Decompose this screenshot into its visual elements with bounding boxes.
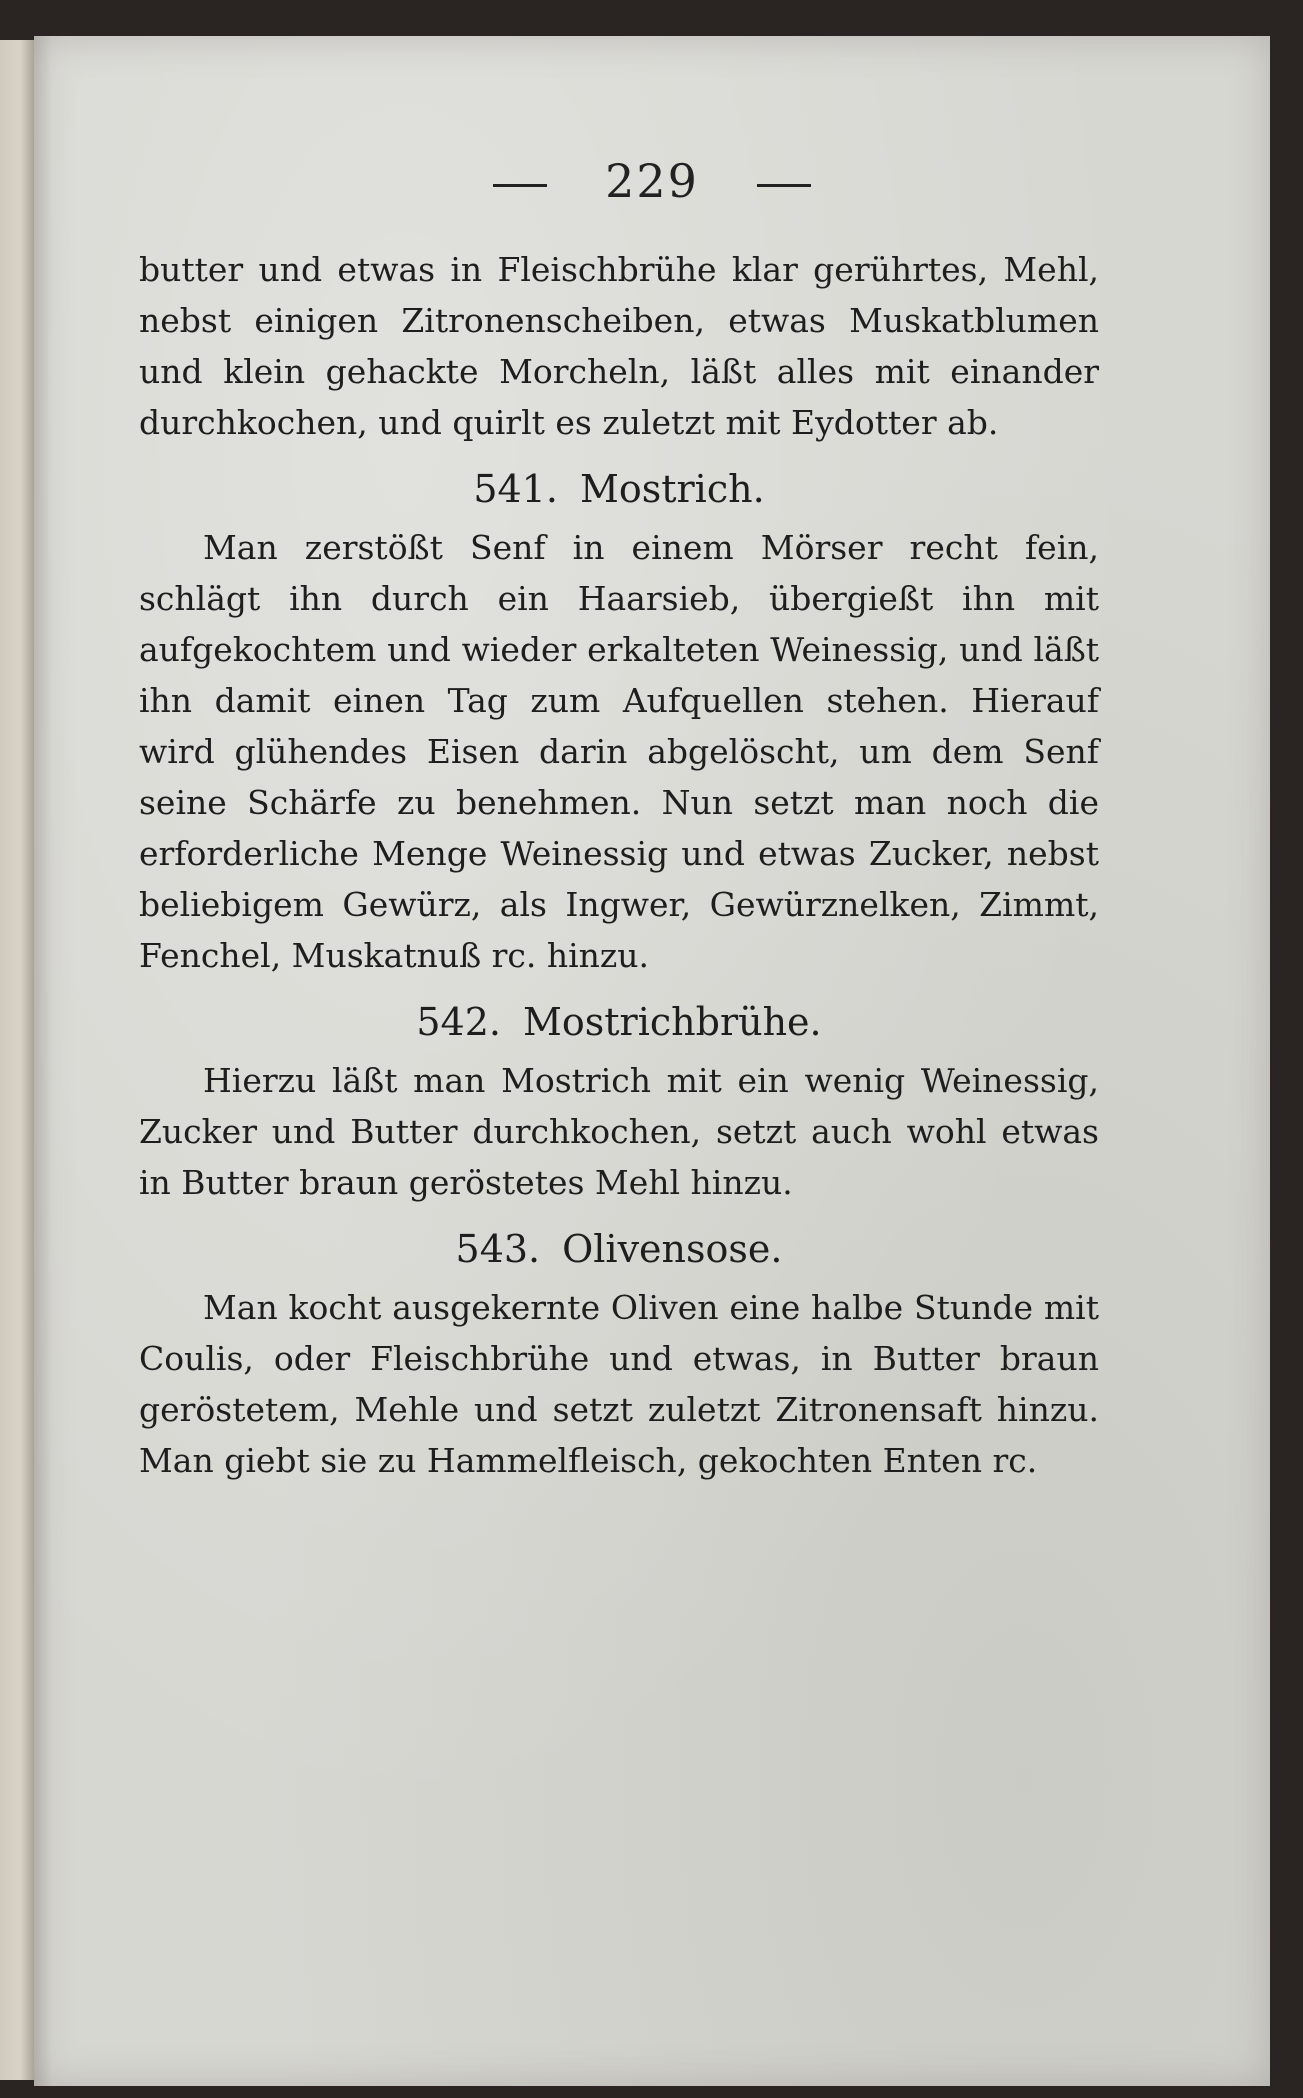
recipe-title: Mostrichbrühe. (522, 1000, 822, 1044)
header-dash-left (493, 184, 547, 187)
recipe-number: 542. (416, 1000, 501, 1044)
recipe-body-541: Man zerstößt Senf in einem Mörser recht fein, schlägt ihn durch ein Haarsieb, übergießt ihn mit aufgekochtem und wieder erkalteten Weinessig, und läßt ihn damit einen Tag zum Aufquellen stehen. Hierauf wird glühendes Eisen darin abgelöscht, um dem Senf seine Schärfe zu benehmen. Nun setzt man noch die erforderliche Menge Weinessig und etwas Zucker, nebst beliebigem Gewürz, als Ingwer, Gewürznelken, Zimmt, Fenchel, Muskatnuß rc. hinzu. (139, 528, 1099, 975)
recipe-number: 541. (473, 467, 558, 511)
recipe-title: Mostrich. (579, 467, 765, 511)
header-dash-right (757, 184, 811, 187)
recipe-heading-542 (139, 995, 1099, 1049)
recipe-heading-543 (139, 1222, 1099, 1276)
recipe-title: Olivensose. (562, 1227, 783, 1271)
adjacent-page-edge (0, 40, 34, 2080)
page-number: 229 (605, 154, 699, 208)
book-page (34, 36, 1270, 2086)
recipe-body-542: Hierzu läßt man Mostrich mit ein wenig Weinessig, Zucker und Butter durchkochen, setzt auch wohl etwas in Butter braun geröstetes Mehl hinzu. (139, 1061, 1099, 1202)
recipe-heading-541 (139, 462, 1099, 516)
page-header (34, 154, 1270, 208)
recipe-number: 543. (455, 1227, 541, 1271)
page-body (139, 244, 1099, 1486)
recipe-body-543: Man kocht ausgekernte Oliven eine halbe Stunde mit Coulis, oder Fleischbrühe und etwas, in Butter braun geröstetem, Mehle und setzt zuletzt Zitronensaft hinzu. Man giebt sie zu Hammelfleisch, gekochten Enten rc. (139, 1288, 1099, 1480)
intro-paragraph: butter und etwas in Fleischbrühe klar gerührtes, Mehl, nebst einigen Zitronenscheiben, etwas Muskatblumen und klein gehackte Morcheln, läßt alles mit einander durchkochen, und quirlt es zuletzt mit Eydotter ab. (139, 250, 1099, 442)
